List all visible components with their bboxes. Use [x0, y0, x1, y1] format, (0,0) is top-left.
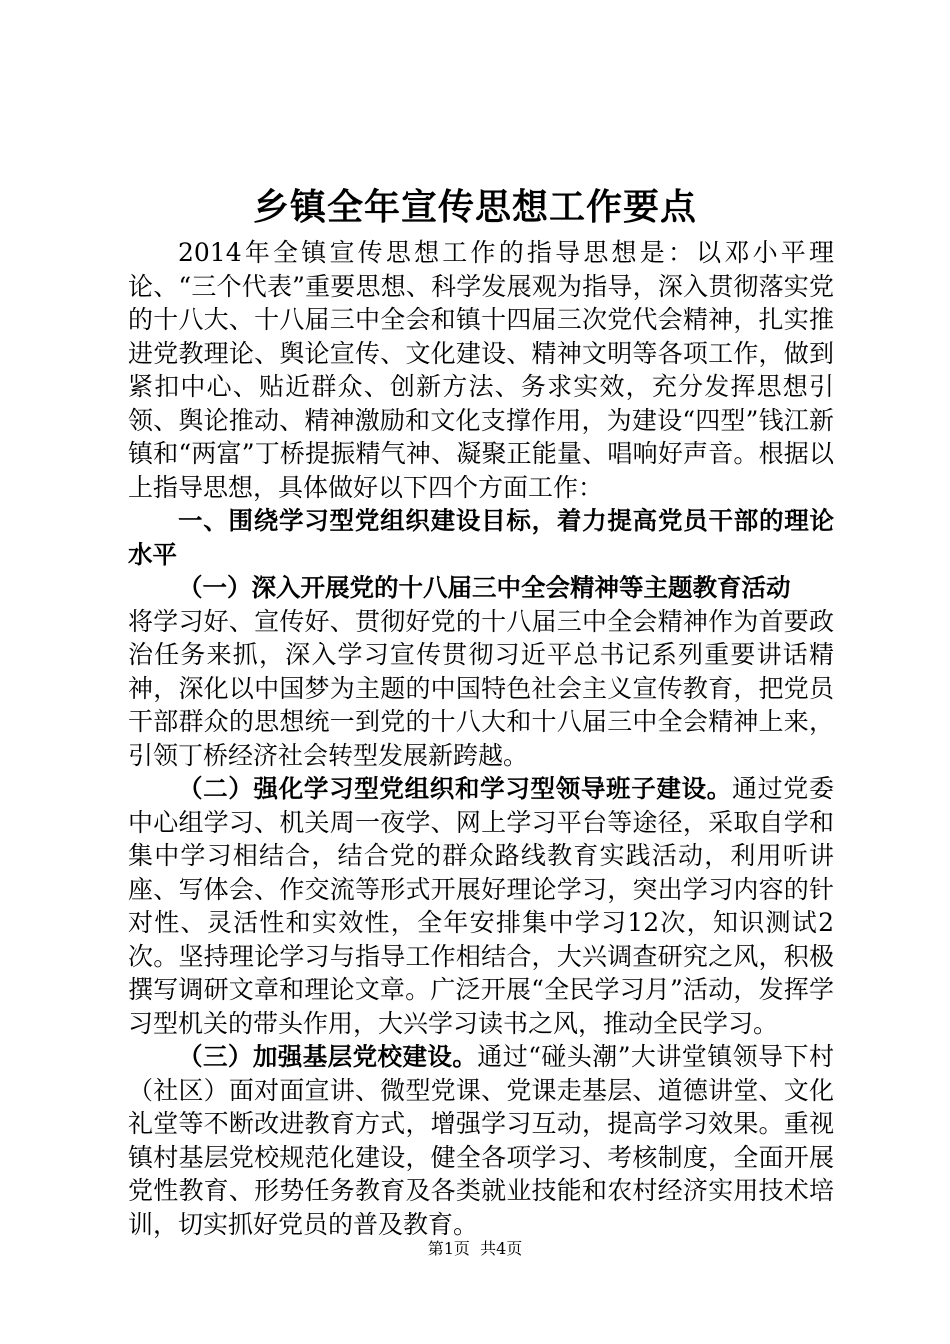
document-title: 乡镇全年宣传思想工作要点	[252, 187, 697, 228]
subsection-2-text: 通过党委中心组学习、机关周一夜学、网上学习平台等途径，采取自学和集中学习相结合，结合党的群众路线教育实践活动，利用听讲座、写体会、作交流等形式开展好理论学习，突出学习内容的针对性、灵活性和实效性，全年安排集中学习12次，知识测试2次。坚持理论学习与指导工作相结合，大兴调查研究之风，积极撰写调研文章和理论文章。广泛开展“全民学习月”活动，发挥学习型机关的带头作用，大兴学习读书之风，推动全民学习。	[128, 774, 834, 1038]
subsection-3-text: 通过“碰头潮”大讲堂镇领导下村（社区）面对面宣讲、微型党课、党课走基层、道德讲堂、文化礼堂等不断改进教育方式，增强学习互动，提高学习效果。重视镇村基层党校规范化建设，健全各项学习、考核制度，全面开展党性教育、形势任务教育及各类就业技能和农村经济实用技术培训，切实抓好党员的普及教育。	[128, 1042, 834, 1239]
page-footer: 第1页 共4页	[427, 1239, 523, 1258]
section-heading: 一、围绕学习型党组织建设目标，着力提高党员干部的理论水平	[128, 506, 834, 569]
document-body	[128, 236, 834, 1241]
subsection-2-paragraph	[128, 772, 834, 1040]
intro-paragraph: 2014年全镇宣传思想工作的指导思想是：以邓小平理论、“三个代表”重要思想、科学发展观为指导，深入贯彻落实党的十八大、十八届三中全会和镇十四届三次党代会精神，扎实推进党教理论、舆论宣传、文化建设、精神文明等各项工作，做到紧扣中心、贴近群众、创新方法、务求实效，充分发挥思想引领、舆论推动、精神激励和文化支撑作用，为建设“四型”钱江新镇和“两富”丁桥提振精气神、凝聚正能量、唱响好声音。根据以上指导思想，具体做好以下四个方面工作：	[128, 238, 834, 502]
subsection-1-paragraph: 将学习好、宣传好、贯彻好党的十八届三中全会精神作为首要政治任务来抓，深入学习宣传贯彻习近平总书记系列重要讲话精神，深化以中国梦为主题的中国特色社会主义宣传教育，把党员干部群众的思想统一到党的十八大和十八届三中全会精神上来，引领丁桥经济社会转型发展新跨越。	[128, 606, 834, 770]
subsection-3-paragraph	[128, 1040, 834, 1241]
subsection-3-title: （三）加强基层党校建设。	[178, 1042, 478, 1071]
subsection-1-title: （一）深入开展党的十八届三中全会精神等主题教育活动	[178, 573, 791, 602]
subsection-1-lead	[128, 571, 834, 605]
subsection-2-title: （二）强化学习型党组织和学习型领导班子建设。	[178, 774, 732, 803]
